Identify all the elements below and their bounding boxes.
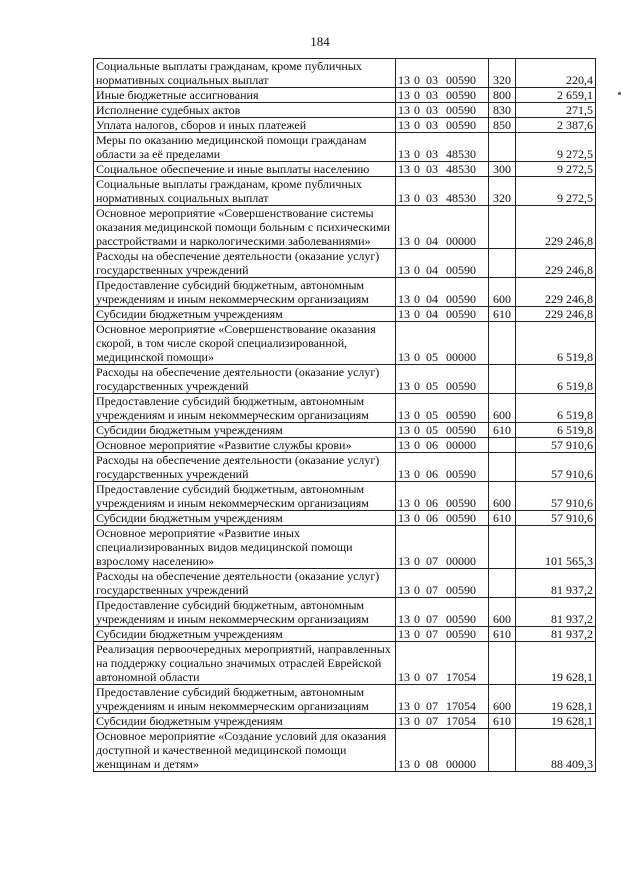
row-expense-type-cell: 320	[489, 59, 516, 88]
code-part: 00590	[446, 612, 476, 626]
row-name-cell: Расходы на обеспечение деятельности (оказание услуг) государственных учреждений	[94, 453, 396, 482]
code-part: 17054	[446, 714, 476, 728]
row-sum-cell: 271,5	[516, 103, 596, 118]
code-part: 03	[426, 118, 438, 132]
code-part: 13	[398, 162, 410, 176]
table-row	[94, 598, 596, 627]
row-sum-cell: 81 937,2	[516, 627, 596, 642]
row-code-cell	[396, 133, 489, 162]
budget-table-body	[94, 59, 596, 772]
code-part: 13	[398, 699, 410, 713]
table-row	[94, 278, 596, 307]
code-part: 00590	[446, 103, 476, 117]
row-name-cell: Предоставление субсидий бюджетным, автономным учреждениям и иным некоммерческим организациям	[94, 482, 396, 511]
table-row	[94, 177, 596, 206]
table-row	[94, 307, 596, 322]
code-part: 03	[426, 73, 438, 87]
code-part: 13	[398, 350, 410, 364]
code-part: 0	[414, 118, 420, 132]
row-code-cell	[396, 569, 489, 598]
table-row	[94, 438, 596, 453]
row-name-cell: Иные бюджетные ассигнования	[94, 88, 396, 103]
code-part: 07	[426, 583, 438, 597]
code-part: 06	[426, 511, 438, 525]
row-sum-cell: 229 246,8	[516, 278, 596, 307]
row-code-cell	[396, 118, 489, 133]
table-row	[94, 714, 596, 729]
row-expense-type-cell: 800	[489, 88, 516, 103]
row-name-cell: Исполнение судебных актов	[94, 103, 396, 118]
row-name-cell: Основное мероприятие «Совершенствование системы оказания медицинской помощи больным с психическими расстройствами и наркологическими заболеваниями»	[94, 206, 396, 249]
code-part: 0	[414, 88, 420, 102]
code-part: 0	[414, 103, 420, 117]
code-part: 00000	[446, 554, 476, 568]
row-expense-type-cell: 610	[489, 423, 516, 438]
code-part: 03	[426, 191, 438, 205]
row-expense-type-cell	[489, 365, 516, 394]
row-code-cell	[396, 365, 489, 394]
table-row	[94, 365, 596, 394]
code-part: 0	[414, 583, 420, 597]
code-part: 13	[398, 73, 410, 87]
code-part: 03	[426, 147, 438, 161]
code-part: 0	[414, 423, 420, 437]
code-part: 06	[426, 467, 438, 481]
code-part: 00590	[446, 307, 476, 321]
code-part: 0	[414, 757, 420, 771]
budget-table	[93, 58, 596, 772]
row-code-cell	[396, 322, 489, 365]
row-expense-type-cell	[489, 438, 516, 453]
row-name-cell: Основное мероприятие «Развитие службы крови»	[94, 438, 396, 453]
row-code-cell	[396, 438, 489, 453]
row-name-cell: Основное мероприятие «Совершенствование оказания скорой, в том числе скорой специализированной, медицинской помощи»	[94, 322, 396, 365]
code-part: 07	[426, 699, 438, 713]
code-part: 13	[398, 714, 410, 728]
code-part: 13	[398, 88, 410, 102]
row-code-cell	[396, 685, 489, 714]
row-expense-type-cell: 600	[489, 394, 516, 423]
row-expense-type-cell: 600	[489, 685, 516, 714]
row-sum-cell: 229 246,8	[516, 307, 596, 322]
code-part: 04	[426, 263, 438, 277]
code-part: 06	[426, 438, 438, 452]
row-sum-cell: 6 519,8	[516, 365, 596, 394]
code-part: 00590	[446, 408, 476, 422]
row-sum-cell: 81 937,2	[516, 569, 596, 598]
code-part: 00590	[446, 88, 476, 102]
code-part: 13	[398, 496, 410, 510]
row-sum-cell: 6 519,8	[516, 322, 596, 365]
row-expense-type-cell	[489, 249, 516, 278]
row-name-cell: Социальное обеспечение и иные выплаты населению	[94, 162, 396, 177]
row-expense-type-cell	[489, 133, 516, 162]
row-name-cell: Предоставление субсидий бюджетным, автономным учреждениям и иным некоммерческим организациям	[94, 394, 396, 423]
code-part: 05	[426, 423, 438, 437]
code-part: 0	[414, 511, 420, 525]
row-sum-cell: 2 659,1	[516, 88, 596, 103]
row-code-cell	[396, 88, 489, 103]
code-part: 00590	[446, 423, 476, 437]
page-number: 184	[310, 34, 330, 49]
row-expense-type-cell: 320	[489, 177, 516, 206]
row-expense-type-cell: 600	[489, 278, 516, 307]
row-code-cell	[396, 714, 489, 729]
code-part: 13	[398, 612, 410, 626]
code-part: 13	[398, 292, 410, 306]
row-code-cell	[396, 206, 489, 249]
table-row	[94, 423, 596, 438]
table-row	[94, 88, 596, 103]
code-part: 13	[398, 147, 410, 161]
code-part: 0	[414, 699, 420, 713]
code-part: 00000	[446, 234, 476, 248]
row-sum-cell: 19 628,1	[516, 642, 596, 685]
row-name-cell: Уплата налогов, сборов и иных платежей	[94, 118, 396, 133]
code-part: 03	[426, 88, 438, 102]
code-part: 00590	[446, 627, 476, 641]
row-code-cell	[396, 642, 489, 685]
row-expense-type-cell	[489, 569, 516, 598]
table-row	[94, 627, 596, 642]
table-row	[94, 729, 596, 772]
table-row	[94, 685, 596, 714]
code-part: 05	[426, 350, 438, 364]
table-row	[94, 249, 596, 278]
code-part: 13	[398, 103, 410, 117]
row-expense-type-cell: 600	[489, 598, 516, 627]
code-part: 0	[414, 496, 420, 510]
row-name-cell: Предоставление субсидий бюджетным, автономным учреждениям и иным некоммерческим организациям	[94, 598, 396, 627]
code-part: 13	[398, 307, 410, 321]
row-sum-cell: 57 910,6	[516, 453, 596, 482]
code-part: 05	[426, 408, 438, 422]
table-row	[94, 206, 596, 249]
row-code-cell	[396, 423, 489, 438]
table-row	[94, 453, 596, 482]
code-part: 00590	[446, 496, 476, 510]
row-expense-type-cell: 610	[489, 627, 516, 642]
code-part: 0	[414, 627, 420, 641]
code-part: 04	[426, 307, 438, 321]
code-part: 13	[398, 583, 410, 597]
code-part: 0	[414, 292, 420, 306]
row-name-cell: Предоставление субсидий бюджетным, автономным учреждениям и иным некоммерческим организациям	[94, 685, 396, 714]
code-part: 17054	[446, 670, 476, 684]
code-part: 13	[398, 191, 410, 205]
row-name-cell: Социальные выплаты гражданам, кроме публичных нормативных социальных выплат	[94, 59, 396, 88]
code-part: 08	[426, 757, 438, 771]
row-name-cell: Меры по оказанию медицинской помощи гражданам области за её пределами	[94, 133, 396, 162]
code-part: 00590	[446, 583, 476, 597]
code-part: 03	[426, 162, 438, 176]
row-name-cell: Социальные выплаты гражданам, кроме публичных нормативных социальных выплат	[94, 177, 396, 206]
row-sum-cell: 2 387,6	[516, 118, 596, 133]
row-code-cell	[396, 249, 489, 278]
code-part: 13	[398, 118, 410, 132]
row-code-cell	[396, 627, 489, 642]
code-part: 0	[414, 350, 420, 364]
row-name-cell: Расходы на обеспечение деятельности (оказание услуг) государственных учреждений	[94, 365, 396, 394]
code-part: 0	[414, 408, 420, 422]
code-part: 0	[414, 612, 420, 626]
margin-mark	[618, 92, 621, 95]
code-part: 07	[426, 670, 438, 684]
code-part: 00590	[446, 467, 476, 481]
code-part: 17054	[446, 699, 476, 713]
code-part: 0	[414, 379, 420, 393]
code-part: 0	[414, 234, 420, 248]
table-row	[94, 118, 596, 133]
row-expense-type-cell: 850	[489, 118, 516, 133]
row-code-cell	[396, 482, 489, 511]
row-sum-cell: 9 272,5	[516, 177, 596, 206]
row-name-cell: Основное мероприятие «Создание условий для оказания доступной и качественной медицинской помощи женщинам и детям»	[94, 729, 396, 772]
row-expense-type-cell: 610	[489, 511, 516, 526]
code-part: 00590	[446, 511, 476, 525]
code-part: 07	[426, 554, 438, 568]
code-part: 00590	[446, 118, 476, 132]
code-part: 0	[414, 467, 420, 481]
code-part: 0	[414, 191, 420, 205]
row-name-cell: Расходы на обеспечение деятельности (оказание услуг) государственных учреждений	[94, 569, 396, 598]
code-part: 0	[414, 438, 420, 452]
row-expense-type-cell	[489, 322, 516, 365]
code-part: 13	[398, 408, 410, 422]
code-part: 13	[398, 234, 410, 248]
row-sum-cell: 6 519,8	[516, 394, 596, 423]
code-part: 06	[426, 496, 438, 510]
row-expense-type-cell	[489, 642, 516, 685]
table-row	[94, 133, 596, 162]
row-name-cell: Субсидии бюджетным учреждениям	[94, 423, 396, 438]
row-sum-cell: 88 409,3	[516, 729, 596, 772]
row-sum-cell: 19 628,1	[516, 685, 596, 714]
row-name-cell: Субсидии бюджетным учреждениям	[94, 714, 396, 729]
code-part: 00590	[446, 73, 476, 87]
code-part: 0	[414, 670, 420, 684]
row-sum-cell: 220,4	[516, 59, 596, 88]
table-row	[94, 569, 596, 598]
row-expense-type-cell: 300	[489, 162, 516, 177]
code-part: 04	[426, 292, 438, 306]
row-name-cell: Предоставление субсидий бюджетным, автономным учреждениям и иным некоммерческим организациям	[94, 278, 396, 307]
code-part: 00000	[446, 438, 476, 452]
row-sum-cell: 9 272,5	[516, 133, 596, 162]
row-code-cell	[396, 278, 489, 307]
row-code-cell	[396, 307, 489, 322]
row-name-cell: Субсидии бюджетным учреждениям	[94, 307, 396, 322]
row-name-cell: Основное мероприятие «Развитие иных специализированных видов медицинской помощи взрослому населению»	[94, 526, 396, 569]
code-part: 00000	[446, 350, 476, 364]
code-part: 07	[426, 612, 438, 626]
row-sum-cell: 229 246,8	[516, 249, 596, 278]
row-expense-type-cell	[489, 206, 516, 249]
code-part: 03	[426, 103, 438, 117]
row-sum-cell: 57 910,6	[516, 511, 596, 526]
row-sum-cell: 6 519,8	[516, 423, 596, 438]
code-part: 13	[398, 511, 410, 525]
code-part: 0	[414, 554, 420, 568]
row-sum-cell: 9 272,5	[516, 162, 596, 177]
table-row	[94, 526, 596, 569]
code-part: 13	[398, 467, 410, 481]
row-name-cell: Реализация первоочередных мероприятий, направленных на поддержку социально значимых отраслей Еврейской автономной области	[94, 642, 396, 685]
table-row	[94, 322, 596, 365]
row-expense-type-cell	[489, 526, 516, 569]
code-part: 0	[414, 73, 420, 87]
row-sum-cell: 57 910,6	[516, 438, 596, 453]
code-part: 13	[398, 438, 410, 452]
table-row	[94, 103, 596, 118]
row-expense-type-cell	[489, 453, 516, 482]
table-row	[94, 162, 596, 177]
table-row	[94, 642, 596, 685]
code-part: 13	[398, 379, 410, 393]
code-part: 00590	[446, 292, 476, 306]
row-name-cell: Субсидии бюджетным учреждениям	[94, 627, 396, 642]
code-part: 04	[426, 234, 438, 248]
row-sum-cell: 229 246,8	[516, 206, 596, 249]
code-part: 48530	[446, 191, 476, 205]
row-code-cell	[396, 526, 489, 569]
table-row	[94, 482, 596, 511]
row-expense-type-cell: 600	[489, 482, 516, 511]
row-code-cell	[396, 453, 489, 482]
code-part: 13	[398, 423, 410, 437]
row-code-cell	[396, 177, 489, 206]
table-row	[94, 511, 596, 526]
row-code-cell	[396, 598, 489, 627]
code-part: 07	[426, 627, 438, 641]
table-row	[94, 394, 596, 423]
row-expense-type-cell: 610	[489, 714, 516, 729]
code-part: 0	[414, 307, 420, 321]
row-code-cell	[396, 162, 489, 177]
code-part: 48530	[446, 162, 476, 176]
row-expense-type-cell: 830	[489, 103, 516, 118]
table-row	[94, 59, 596, 88]
code-part: 00000	[446, 757, 476, 771]
code-part: 48530	[446, 147, 476, 161]
code-part: 0	[414, 162, 420, 176]
code-part: 13	[398, 554, 410, 568]
row-name-cell: Расходы на обеспечение деятельности (оказание услуг) государственных учреждений	[94, 249, 396, 278]
code-part: 13	[398, 757, 410, 771]
code-part: 00590	[446, 379, 476, 393]
code-part: 07	[426, 714, 438, 728]
row-code-cell	[396, 511, 489, 526]
row-expense-type-cell: 610	[489, 307, 516, 322]
code-part: 0	[414, 147, 420, 161]
row-expense-type-cell	[489, 729, 516, 772]
row-sum-cell: 57 910,6	[516, 482, 596, 511]
row-code-cell	[396, 394, 489, 423]
row-code-cell	[396, 103, 489, 118]
row-code-cell	[396, 59, 489, 88]
code-part: 13	[398, 627, 410, 641]
row-sum-cell: 101 565,3	[516, 526, 596, 569]
code-part: 05	[426, 379, 438, 393]
row-sum-cell: 19 628,1	[516, 714, 596, 729]
row-code-cell	[396, 729, 489, 772]
code-part: 13	[398, 670, 410, 684]
row-name-cell: Субсидии бюджетным учреждениям	[94, 511, 396, 526]
code-part: 00590	[446, 263, 476, 277]
row-sum-cell: 81 937,2	[516, 598, 596, 627]
code-part: 13	[398, 263, 410, 277]
code-part: 0	[414, 714, 420, 728]
code-part: 0	[414, 263, 420, 277]
